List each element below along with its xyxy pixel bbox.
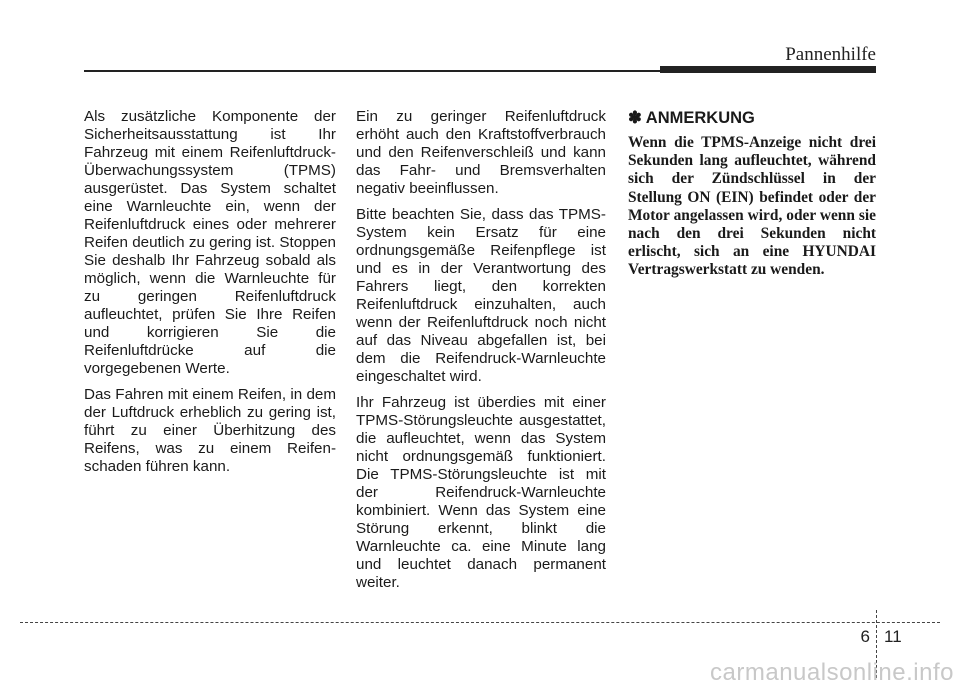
page-header-title: Pannenhilfe (785, 44, 876, 65)
paragraph: Als zusätzliche Komponente der Sicherheitsausstattung ist Ihr Fahrzeug mit einem Reifenluftdruck-Überwachungssystem (TPMS) ausgerüstet. Das System schaltet eine Warnleuchte ein, wenn der Reifenluftdruck eines oder mehrerer Reifen deutlich zu gering ist. Stoppen Sie deshalb Ihr Fahrzeug sobald als möglich, wenn die Warnleuchte für zu geringen Reifenluftdruck aufleuchtet, prüfen Sie Ihre Reifen und korrigieren Sie die Reifenluftdrücke auf die vorgegebenen Werte. (84, 108, 336, 377)
text-column-2 (356, 108, 606, 600)
paragraph: Bitte beachten Sie, dass das TPMS-System kein Ersatz für eine ordnungsgemäße Reifenpflege ist und es in der Verantwortung des Fahrers liegt, den korrekten Reifenluftdruck einzuhalten, auch wenn der Reifenluftdruck noch nicht auf das Niveau abgefallen ist, bei dem die Reifendruck-Warnleuchte eingeschaltet wird. (356, 206, 606, 385)
note-heading: ✽ ANMERKUNG (628, 109, 755, 127)
paragraph: Ein zu geringer Reifenluftdruck erhöht auch den Kraftstoffverbrauch und den Reifenverschleiß und kann das Fahr- und Bremsverhalten negativ beeinflussen. (356, 108, 606, 197)
header-rule-thin (84, 70, 660, 72)
text-column-1 (84, 108, 336, 484)
paragraph: Ihr Fahrzeug ist überdies mit einer TPMS-Störungsleuchte ausgestattet, die aufleuchtet, wenn das System nicht ordnungsgemäß funktioniert. Die TPMS-Störungsleuchte ist mit der Reifendruck-Warnleuchte kombiniert. Wenn das System eine Störung erkennt, blinkt die Warnleuchte ca. eine Minute lang und leuchtet danach permanent weiter. (356, 394, 606, 591)
note-body: Wenn die TPMS-Anzeige nicht drei Sekunden lang aufleuchtet, während sich der Zündschlüssel in der Stellung ON (EIN) befindet oder der Motor angelassen wird, oder wenn sie nach den drei Sekunden nicht erlischt, sich an eine HYUNDAI Vertragswerkstatt zu wenden. (628, 134, 876, 279)
footer-chapter-number: 6 (860, 627, 870, 646)
footer-dashed-line (20, 622, 940, 623)
watermark-text: carmanualsonline.info (710, 659, 954, 686)
paragraph: Das Fahren mit einem Reifen, in dem der Luftdruck erheblich zu gering ist, führt zu einer Überhitzung des Reifens, was zu einem Reifen-schaden führen kann. (84, 386, 336, 475)
header-rule-thick (660, 66, 876, 73)
footer-page-number: 11 (884, 627, 902, 646)
note-box (628, 108, 876, 288)
